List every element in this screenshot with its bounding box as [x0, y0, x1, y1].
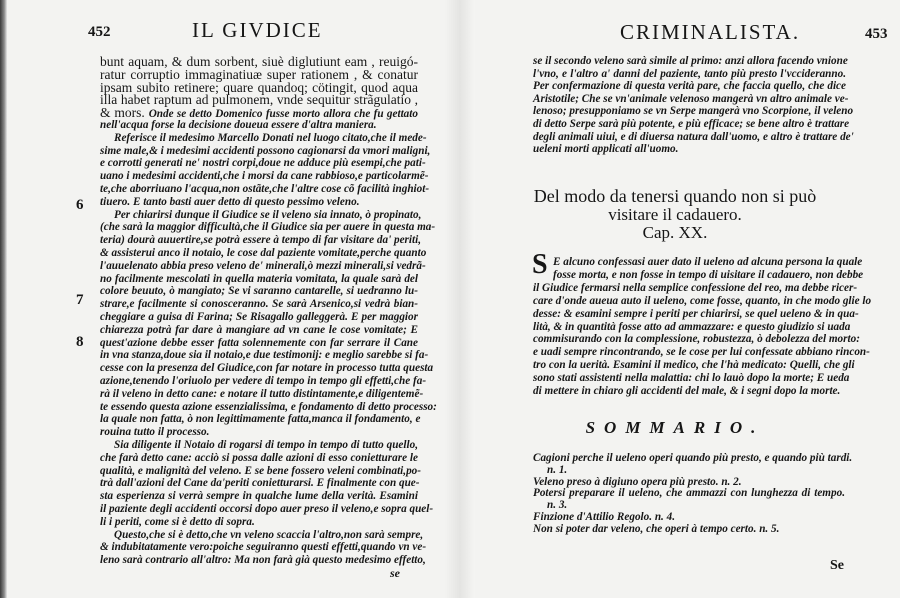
text-line: fosse morta, e non fosse in tempo di uisitare il cadauero, non debbe	[553, 268, 864, 281]
running-head: CRIMINALISTA.	[620, 20, 801, 44]
text-line: nell'acqua forse la decisione doueua essere d'altra maniera.	[100, 119, 377, 131]
text-line: leno sarà contrario all'altro: Ma non farà già questo medesimo effetto,	[100, 554, 426, 567]
text-line: la quale non fatta, ò non legittimamente fatta,manca il fondamento, e	[100, 413, 421, 426]
text-line: degli animali uiui, e di diuersa natura dall'uomo, e altro è trattare de'	[533, 130, 854, 143]
summary-item: Finzione d'Attilio Regolo. n. 4.	[533, 511, 676, 523]
text-line: di mettere in chiaro gli accidenti del male, & i segni dopo la morte.	[533, 385, 841, 397]
chapter-title-line: visitare il cadauero.	[608, 205, 742, 224]
text-line: l'vno, e l'altro a' danni del paziente, tanto più presto l'vccideranno.	[533, 67, 846, 80]
text-line: te,che aborriuano l'acqua,non ostãte,che l'altre cose cõ facilità inghiot-	[100, 183, 430, 195]
summary-item: n. 3.	[547, 499, 568, 512]
margin-number-8: 8	[76, 334, 84, 350]
page-number: 453	[865, 26, 888, 42]
text-line: lità, & in quantità fosse atto ad ammazzare: e questo giudizio si uada	[533, 320, 851, 333]
text-line: se il secondo veleno sarà simile al primo: anzi allora facendo vnione	[533, 55, 848, 67]
text-line: in vna stanza,doue sia il notaio,e due testimonij: e meglio sarebbe si fa-	[100, 349, 429, 362]
margin-number-6: 6	[76, 197, 84, 213]
text-line: ratur corruptio immaginatiuæ super rationem , & conatur	[100, 66, 418, 82]
text-line: colore beuuto, ò mangiato; Se vi saranno cantarelle, si uedranno lu-	[100, 285, 418, 298]
text-line: desse: & esamini sempre i periti per chiarirsi, se quel ueleno & in qua-	[533, 307, 859, 320]
margin-number-7: 7	[76, 292, 84, 308]
text-line: E alcuno confessasi auer dato il ueleno ad alcuna persona la quale	[553, 256, 863, 268]
summary-item: Cagioni perche il ueleno operi quando più presto, e quando più tardi.	[533, 452, 853, 464]
text-line: care d'onde aueua auto il ueleno, come fosse, quanto, in che modo glie lo	[533, 294, 872, 307]
text-line: & assisterui anco il notaio, le cose dal paziente vomitate,perche quanto	[100, 247, 427, 259]
text-line: lenoso; presupponiamo se vn Serpe mangerà vno Scorpione, il veleno	[533, 105, 854, 118]
text-line: il paziente degli accidenti occorsi dopo auer preso il veleno,e sopra quel-	[100, 503, 434, 515]
italic-segment: Onde se detto Domenico fusse morto allora che fu gettato	[148, 108, 418, 121]
text-line: che farà detto cane: acciò si possa dalle azioni di esso conietturare le	[100, 451, 418, 464]
text-line: Referisce il medesimo Marcello Donati nel luogo citato,che il mede-	[114, 131, 427, 144]
drop-cap: S	[532, 249, 548, 280]
text-line: (che sarà la maggior difficultà,che il Giudice sia per auere in questa ma-	[100, 221, 436, 234]
summary-item: n. 1.	[547, 463, 568, 476]
text-line: tiuero. E tanto basti auer detto di questo pessimo veleno.	[100, 195, 360, 208]
text-line: il Giudice fermarsi nella semplice confessione del reo, ma debbe ricer-	[533, 281, 858, 294]
text-line: no facilmente mescolati in quella materia vomitata, la quale sarà del	[100, 272, 418, 285]
summary-heading: SOMMARIO.	[585, 418, 765, 437]
summary-item: Veleno preso à digiuno opera più presto. n. 2.	[533, 475, 742, 488]
running-head: IL GIVDICE	[192, 18, 323, 42]
text-line: illa habet raptum ad pulmonem, vnde sequitur strãgulatio ,	[100, 92, 418, 108]
catchword: Se	[830, 558, 844, 573]
text-line: li i periti, come si è detto di sopra.	[100, 515, 255, 528]
text-line: commisurando con la complessione, robustezza, ò debolezza del morto:	[533, 333, 860, 346]
text-line: uano i medesimi accidenti,che i morsi da cane rabbioso,e particolarmẽ-	[100, 170, 429, 183]
text-line: e uadi sempre rincontrando, se le cose per lui confessate abbiano rincon-	[533, 346, 870, 359]
text-line: Per chiarirsi dunque il Giudice se il veleno sia innato, ò propinato,	[114, 208, 422, 221]
text-line: sta esperienza si verrà sempre in qualche lume della verità. Esamini	[100, 490, 418, 503]
page-number: 452	[88, 24, 111, 40]
text-line: cheggiare a guisa di Farina; Se Risagallo galleggerà. E per maggior	[100, 311, 418, 323]
text-line	[100, 106, 418, 119]
text-line: & indubitatamente vero:poiche seguiranno questi effetti,quando vn ve-	[100, 541, 427, 554]
text-line: rà il veleno in detto cane: e notare il tutto distintamente,e diligentemẽ-	[100, 387, 424, 400]
text-line: tro con la uerità. Esamini il medico, che l'hà medicato: Quelli, che gli	[533, 359, 855, 372]
chapter-number: Cap. XX.	[642, 223, 708, 242]
summary-item: Non si poter dar veleno, che operi à tempo certo. n. 5.	[533, 522, 780, 535]
text-line: ueleni morti applicati all'uomo.	[533, 143, 679, 156]
text-line: sime male,& i medesimi accidenti possono cagionarsi da vmori maligni,	[100, 144, 431, 157]
text-line: bunt aquam, & dum sorbent, siuè diglutiunt eam , reuigó-	[100, 54, 418, 69]
text-line: azione,tenendo l'oriuolo per vedere di tempo in tempo gli effetti,che fa-	[100, 375, 427, 387]
text-line: qualità, e malignità del veleno. E se bene fossero veleni combinati,po-	[100, 464, 421, 477]
text-line: sono stati assistenti nella malattia: chi lo lauò dopo la morte; E ueda	[533, 372, 850, 385]
summary-item: Potersi preparare il ueleno, che ammazzi con lunghezza di tempo.	[533, 487, 845, 500]
text-line: Questo,che si è detto,che vn veleno scaccia l'altro,non sarà sempre,	[114, 528, 424, 541]
catchword: se	[390, 566, 400, 580]
text-line: trà dall'azioni del Cane da'periti conietturarsi. E finalmente con que-	[100, 477, 420, 490]
text-line: te essendo questa azione essenzialissima, e fondamento di detto processo:	[100, 400, 437, 413]
text-line: chiarezza potrà far dare à mangiare ad vn cane le cose vomitate; E	[100, 323, 418, 336]
text-line: di detto Serpe sarà più potente, e più efficace; se bene altro è trattare	[533, 118, 850, 130]
text-line: Aristotile; Che se vn'animale velenoso mangerà vn altro animale ve-	[533, 92, 849, 105]
text-line: rouina tutto il processo.	[100, 426, 210, 439]
text-line: ipsam subito retinere; quare quandoq; cötingit, quod aqua	[100, 79, 418, 95]
text-line: cesse con la presenza del Giudice,con far notare in processo tutta questa	[100, 362, 434, 375]
text-line: teria) dourà auuertire,se potrà essere à tempo di far visitare da' periti,	[100, 234, 422, 247]
text-line: Sia diligente il Notaio di rogarsi di tempo in tempo di tutto quello,	[114, 439, 418, 451]
right-page	[450, 0, 900, 598]
text-line: strare,e facilmente si conosceranno. Se sarà Arsenico,si vedrà bian-	[100, 298, 418, 311]
chapter-title-line: Del modo da tenersi quando non si può	[533, 186, 817, 206]
roman-segment: & mors.	[100, 105, 149, 121]
text-line: l'auuelenato abbia preso veleno de' minerali,ò mezzi minerali,si vedrã-	[100, 259, 426, 272]
text-line: e corrotti generati ne' nostri corpi,doue ne adduce più esempi,che pati-	[100, 157, 426, 170]
text-line: Per confermazione di questa verità pare, che faccia quello, che dice	[533, 80, 846, 93]
text-line: quest'azione debbe esser fatta solennemente con far serrare il Cane	[100, 336, 418, 349]
